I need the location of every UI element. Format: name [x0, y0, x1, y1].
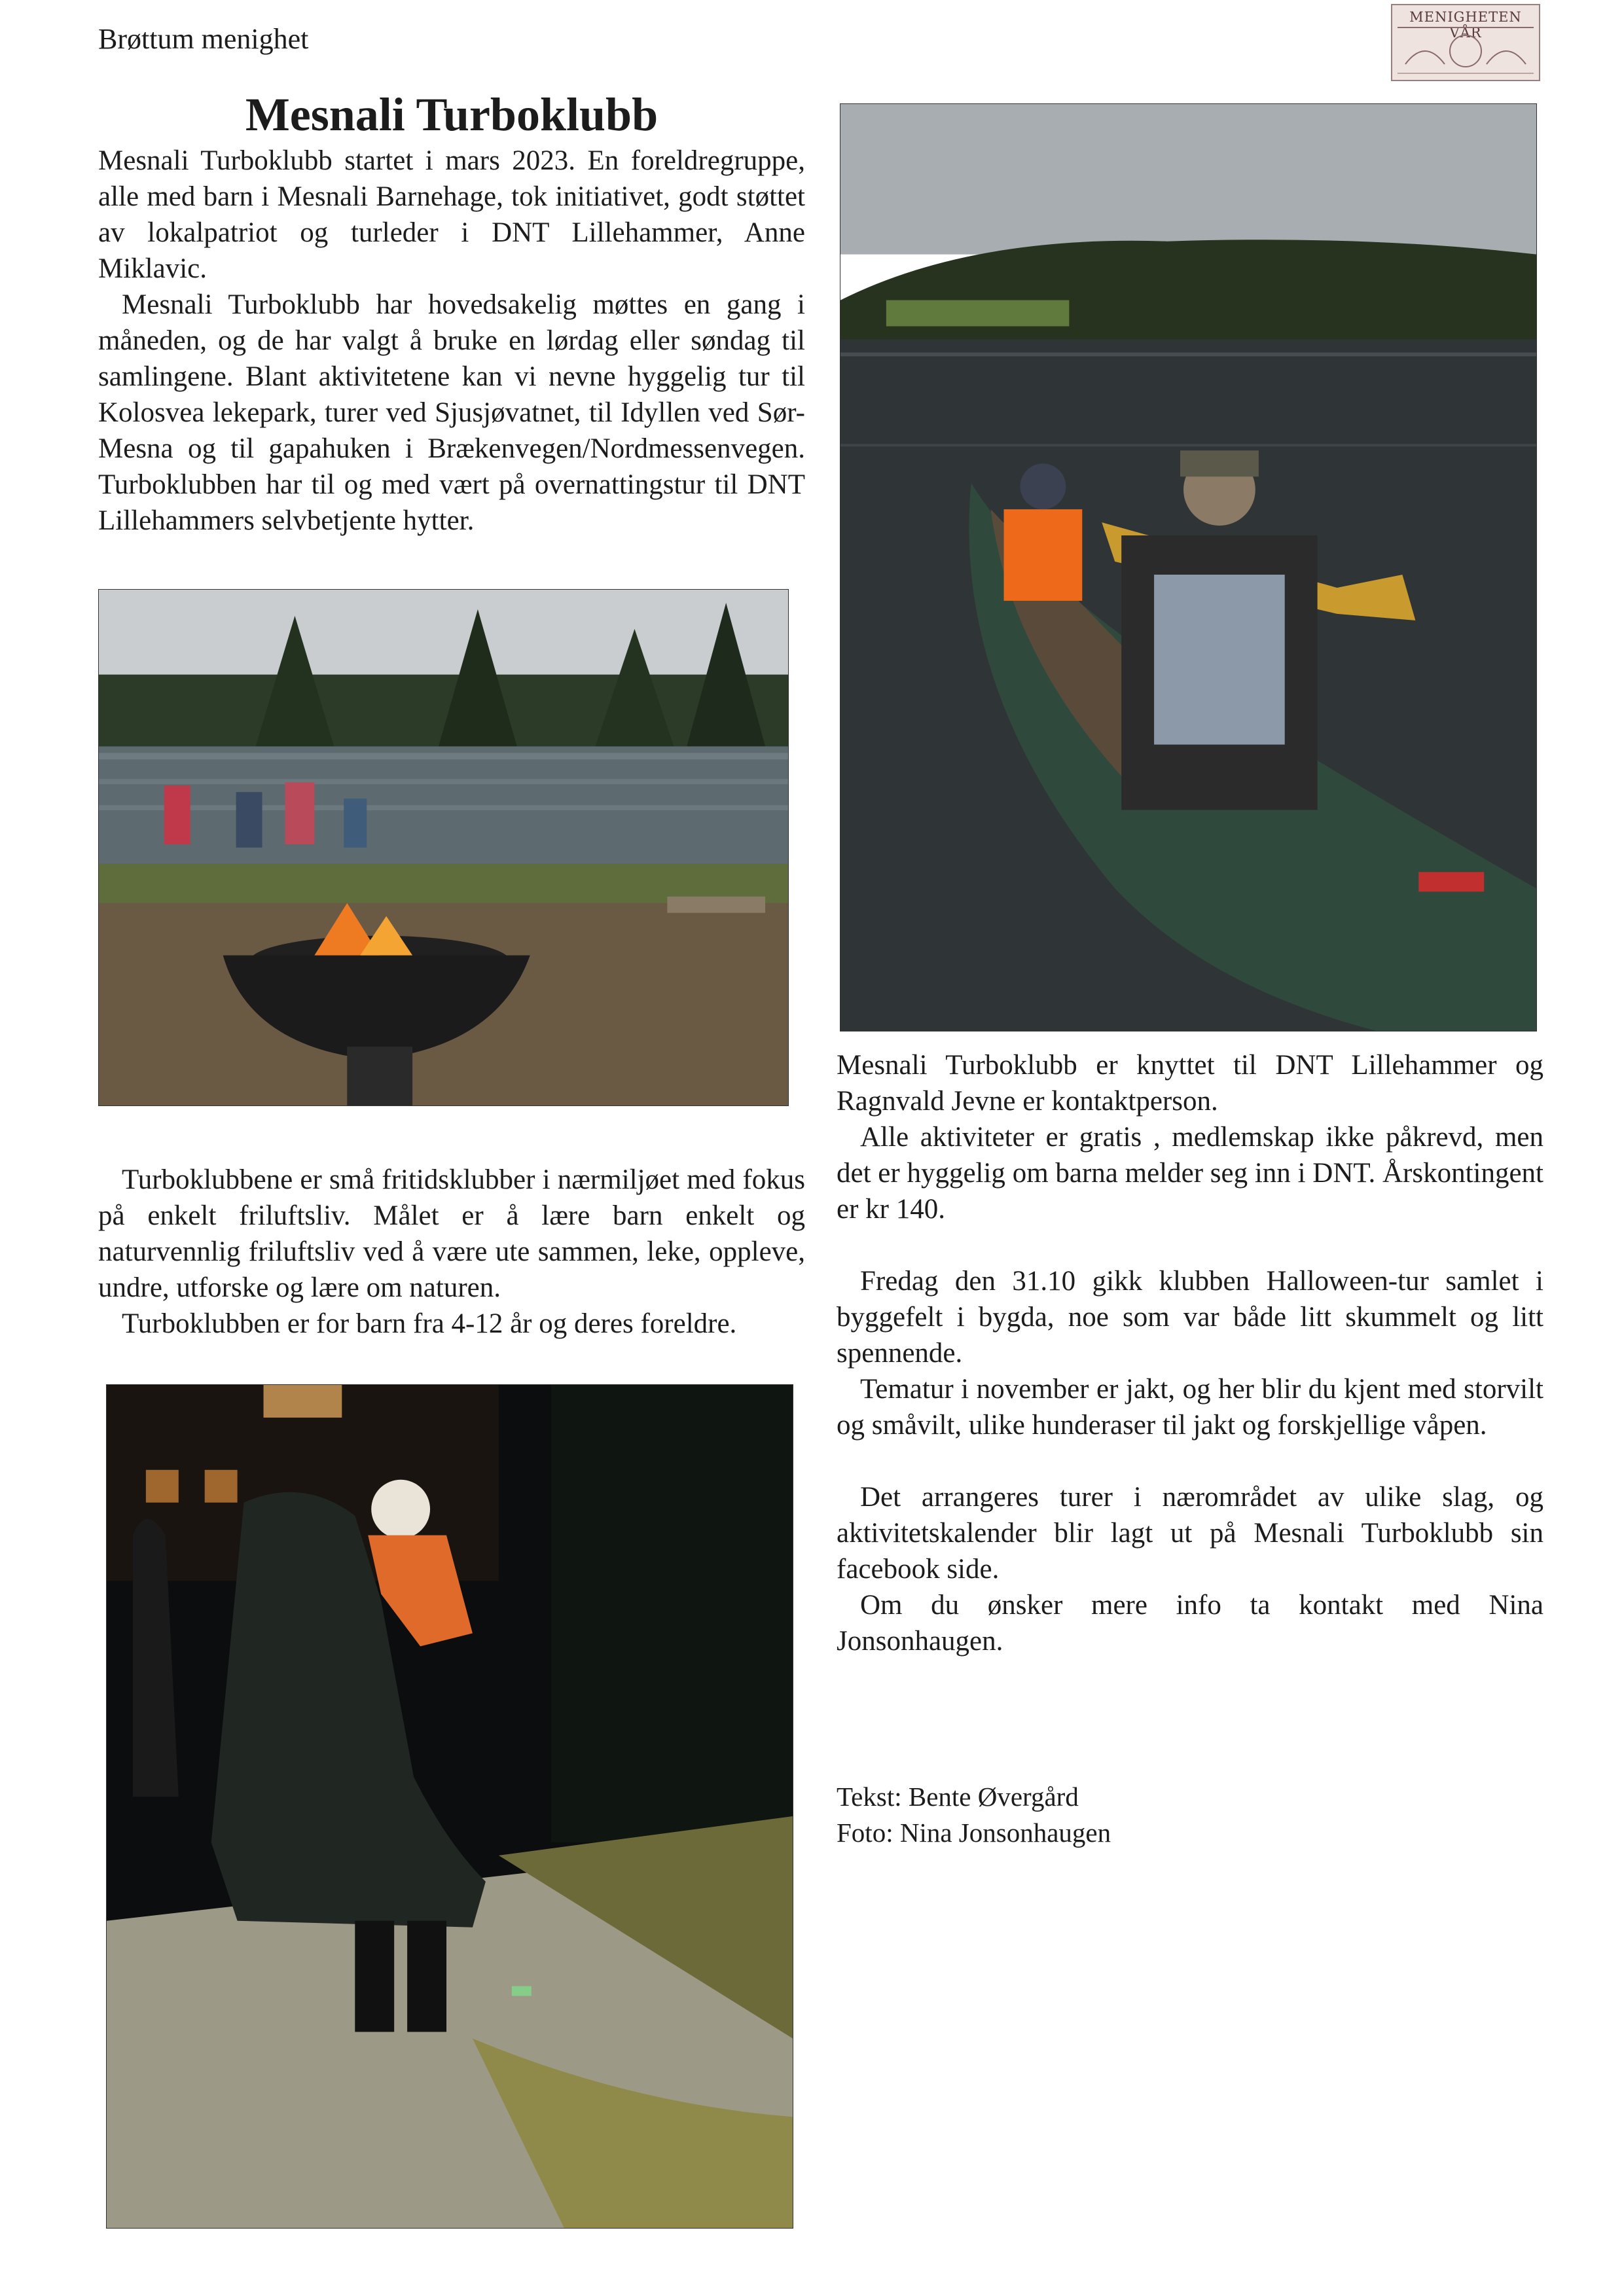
article-right-column: [837, 1047, 1543, 1659]
article-title: Mesnali Turboklubb: [245, 88, 659, 141]
article-intro: [98, 143, 805, 539]
text-credit: Tekst: Bente Øvergård: [837, 1782, 1079, 1812]
magazine-logo: [1391, 4, 1540, 81]
article-credits: [837, 1779, 1111, 1851]
left-paragraph: Turboklubbene er små fritidsklubber i nærmiljøet med fokus på enkelt friluftsliv. Målet er å lære barn enkelt og naturvennlig friluftsliv ved å være ute sammen, leke, oppleve, undre, utforske og lære om naturen.: [98, 1164, 805, 1303]
right-paragraph: Tematur i november er jakt, og her blir du kjent med storvilt og småvilt, ulike hunderaser til jakt og forskjellige våpen.: [837, 1374, 1543, 1441]
right-paragraph: Fredag den 31.10 gikk klubben Halloween-tur samlet i byggefelt i bygda, noe som var både litt skummelt og litt spennende.: [837, 1266, 1543, 1369]
article-left-bottom: [98, 1162, 805, 1342]
logo-text: MENIGHETEN VÅR: [1409, 9, 1522, 41]
left-paragraph: Turboklubben er for barn fra 4-12 år og deres foreldre.: [122, 1308, 737, 1339]
intro-paragraph: Mesnali Turboklubb har hovedsakelig møttes en gang i måneden, og de har valgt å bruke en lørdag eller søndag til samlingene. Blant aktivitetene kan vi nevne hyggelig tur til Kolosvea lekepark, turer ved Sjusjøvatnet, til Idyllen ved Sør-Mesna og til gapahuken i Brækenvegen/Nordmessenvegen. Turboklubben har til og med vært på overnattingstur til DNT Lillehammers selvbetjente hytter.: [98, 289, 805, 536]
right-paragraph: Det arrangeres turer i nærområdet av ulike slag, og aktivitetskalender blir lagt ut på Mesnali Turboklubb sin facebook side.: [837, 1482, 1543, 1585]
photo-canoe-lake: [840, 103, 1537, 1031]
intro-paragraph: Mesnali Turboklubb startet i mars 2023. En foreldregruppe, alle med barn i Mesnali Barnehage, tok initiativet, godt støttet av lokalpatriot og turleder i DNT Lillehammer, Anne Miklavic.: [98, 145, 805, 284]
right-paragraph: Alle aktiviteter er gratis , medlemskap ikke påkrevd, men det er hyggelig om barna melder seg inn i DNT. Årskontingent er kr 140.: [837, 1122, 1543, 1225]
photo-bonfire-lake: [98, 589, 789, 1106]
parish-name: Brøttum menighet: [98, 23, 309, 55]
photo-halloween-walk: [106, 1384, 793, 2229]
photo-credit: Foto: Nina Jonsonhaugen: [837, 1818, 1111, 1848]
right-paragraph: Om du ønsker mere info ta kontakt med Nina Jonsonhaugen.: [837, 1590, 1543, 1657]
right-paragraph: Mesnali Turboklubb er knyttet til DNT Lillehammer og Ragnvald Jevne er kontaktperson.: [837, 1050, 1543, 1117]
